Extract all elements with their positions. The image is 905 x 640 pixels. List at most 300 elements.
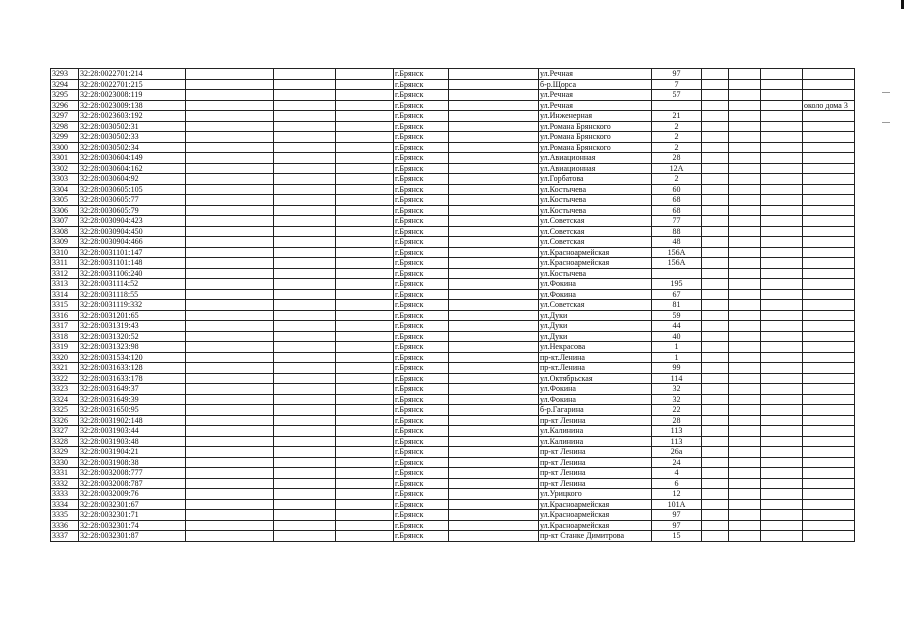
empty-cell xyxy=(186,457,274,468)
table-row xyxy=(51,163,855,174)
empty-cell xyxy=(761,69,803,80)
house-number-cell: 113 xyxy=(652,426,702,437)
cadastral-number: 32:28:0031903:48 xyxy=(79,436,186,447)
house-number-cell: 2 xyxy=(652,174,702,185)
empty-cell xyxy=(336,205,394,216)
street-cell: ул.Октябрьская xyxy=(539,373,652,384)
note-cell xyxy=(803,468,855,479)
row-number: 3313 xyxy=(51,279,79,290)
row-number: 3300 xyxy=(51,142,79,153)
city-cell: г.Брянск xyxy=(394,153,449,164)
street-cell: б-р.Гагарина xyxy=(539,405,652,416)
empty-cell xyxy=(449,342,539,353)
street-cell: ул.Красноармейская xyxy=(539,258,652,269)
empty-cell xyxy=(702,111,729,122)
cadastral-number: 32:28:0031633:178 xyxy=(79,373,186,384)
empty-cell xyxy=(274,132,336,143)
empty-cell xyxy=(336,457,394,468)
empty-cell xyxy=(274,489,336,500)
empty-cell xyxy=(761,226,803,237)
empty-cell xyxy=(761,258,803,269)
empty-cell xyxy=(186,205,274,216)
street-cell: ул.Советская xyxy=(539,216,652,227)
city-cell: г.Брянск xyxy=(394,111,449,122)
empty-cell xyxy=(702,237,729,248)
row-number: 3302 xyxy=(51,163,79,174)
cadastral-number: 32:28:0031904:21 xyxy=(79,447,186,458)
table-row xyxy=(51,100,855,111)
empty-cell xyxy=(702,478,729,489)
empty-cell xyxy=(761,121,803,132)
empty-cell xyxy=(729,342,761,353)
empty-cell xyxy=(449,153,539,164)
table-row xyxy=(51,279,855,290)
empty-cell xyxy=(761,184,803,195)
note-cell xyxy=(803,69,855,80)
house-number-cell: 156А xyxy=(652,258,702,269)
house-number-cell: 77 xyxy=(652,216,702,227)
empty-cell xyxy=(761,174,803,185)
city-cell: г.Брянск xyxy=(394,142,449,153)
empty-cell xyxy=(274,394,336,405)
street-cell: ул.Красноармейская xyxy=(539,499,652,510)
empty-cell xyxy=(449,132,539,143)
house-number-cell: 44 xyxy=(652,321,702,332)
empty-cell xyxy=(729,468,761,479)
note-cell xyxy=(803,300,855,311)
row-number: 3325 xyxy=(51,405,79,416)
empty-cell xyxy=(274,174,336,185)
street-cell: ул.Красноармейская xyxy=(539,520,652,531)
note-cell xyxy=(803,478,855,489)
empty-cell xyxy=(761,310,803,321)
street-cell: ул.Дуки xyxy=(539,321,652,332)
note-cell xyxy=(803,174,855,185)
street-cell: ул.Советская xyxy=(539,237,652,248)
house-number-cell: 12 xyxy=(652,489,702,500)
empty-cell xyxy=(702,426,729,437)
empty-cell xyxy=(274,258,336,269)
street-cell: ул.Речная xyxy=(539,90,652,101)
empty-cell xyxy=(186,510,274,521)
empty-cell xyxy=(729,394,761,405)
empty-cell xyxy=(729,478,761,489)
empty-cell xyxy=(336,342,394,353)
house-number-cell xyxy=(652,100,702,111)
empty-cell xyxy=(449,121,539,132)
empty-cell xyxy=(761,499,803,510)
row-number: 3321 xyxy=(51,363,79,374)
empty-cell xyxy=(186,258,274,269)
row-number: 3304 xyxy=(51,184,79,195)
empty-cell xyxy=(336,468,394,479)
row-number: 3296 xyxy=(51,100,79,111)
empty-cell xyxy=(274,195,336,206)
street-cell: ул.Инженерная xyxy=(539,111,652,122)
empty-cell xyxy=(449,457,539,468)
house-number-cell: 26а xyxy=(652,447,702,458)
street-cell: ул.Романа Брянского xyxy=(539,142,652,153)
street-cell: ул.Советская xyxy=(539,226,652,237)
cadastral-number: 32:28:0031649:37 xyxy=(79,384,186,395)
register-table-body xyxy=(51,69,855,542)
empty-cell xyxy=(449,163,539,174)
house-number-cell: 28 xyxy=(652,153,702,164)
empty-cell xyxy=(186,405,274,416)
row-number: 3310 xyxy=(51,247,79,258)
empty-cell xyxy=(729,132,761,143)
table-row xyxy=(51,394,855,405)
house-number-cell: 2 xyxy=(652,142,702,153)
empty-cell xyxy=(336,436,394,447)
empty-cell xyxy=(761,436,803,447)
empty-cell xyxy=(186,174,274,185)
table-row xyxy=(51,237,855,248)
table-row xyxy=(51,436,855,447)
empty-cell xyxy=(761,510,803,521)
empty-cell xyxy=(729,79,761,90)
empty-cell xyxy=(336,111,394,122)
empty-cell xyxy=(729,268,761,279)
cadastral-number: 32:28:0030605:77 xyxy=(79,195,186,206)
cadastral-number: 32:28:0031114:52 xyxy=(79,279,186,290)
empty-cell xyxy=(274,100,336,111)
note-cell xyxy=(803,310,855,321)
empty-cell xyxy=(702,153,729,164)
empty-cell xyxy=(729,153,761,164)
empty-cell xyxy=(274,436,336,447)
city-cell: г.Брянск xyxy=(394,331,449,342)
empty-cell xyxy=(702,342,729,353)
row-number: 3298 xyxy=(51,121,79,132)
empty-cell xyxy=(274,247,336,258)
street-cell: ул.Речная xyxy=(539,100,652,111)
empty-cell xyxy=(186,195,274,206)
table-row xyxy=(51,310,855,321)
empty-cell xyxy=(761,489,803,500)
cadastral-number: 32:28:0031119:332 xyxy=(79,300,186,311)
city-cell: г.Брянск xyxy=(394,520,449,531)
city-cell: г.Брянск xyxy=(394,384,449,395)
empty-cell xyxy=(336,268,394,279)
row-number: 3336 xyxy=(51,520,79,531)
cadastral-number: 32:28:0030604:149 xyxy=(79,153,186,164)
city-cell: г.Брянск xyxy=(394,426,449,437)
note-cell xyxy=(803,342,855,353)
empty-cell xyxy=(274,111,336,122)
empty-cell xyxy=(274,415,336,426)
empty-cell xyxy=(186,100,274,111)
cadastral-number: 32:28:0031650:95 xyxy=(79,405,186,416)
empty-cell xyxy=(336,184,394,195)
street-cell: пр-кт.Ленина xyxy=(539,363,652,374)
row-number: 3334 xyxy=(51,499,79,510)
empty-cell xyxy=(186,436,274,447)
note-cell xyxy=(803,457,855,468)
cadastral-number: 32:28:0030604:162 xyxy=(79,163,186,174)
empty-cell xyxy=(274,373,336,384)
empty-cell xyxy=(729,111,761,122)
table-row xyxy=(51,331,855,342)
empty-cell xyxy=(449,142,539,153)
empty-cell xyxy=(449,331,539,342)
empty-cell xyxy=(702,289,729,300)
empty-cell xyxy=(186,363,274,374)
empty-cell xyxy=(274,289,336,300)
row-number: 3305 xyxy=(51,195,79,206)
city-cell: г.Брянск xyxy=(394,237,449,248)
note-cell xyxy=(803,132,855,143)
note-cell xyxy=(803,184,855,195)
city-cell: г.Брянск xyxy=(394,174,449,185)
empty-cell xyxy=(729,226,761,237)
empty-cell xyxy=(186,321,274,332)
empty-cell xyxy=(186,447,274,458)
empty-cell xyxy=(729,184,761,195)
empty-cell xyxy=(336,321,394,332)
cadastral-number: 32:28:0031101:148 xyxy=(79,258,186,269)
empty-cell xyxy=(761,520,803,531)
empty-cell xyxy=(761,79,803,90)
row-number: 3319 xyxy=(51,342,79,353)
empty-cell xyxy=(729,373,761,384)
house-number-cell: 99 xyxy=(652,363,702,374)
note-cell xyxy=(803,331,855,342)
cadastral-number: 32:28:0031118:55 xyxy=(79,289,186,300)
empty-cell xyxy=(274,268,336,279)
table-row xyxy=(51,447,855,458)
empty-cell xyxy=(761,237,803,248)
empty-cell xyxy=(761,478,803,489)
empty-cell xyxy=(186,216,274,227)
note-cell xyxy=(803,205,855,216)
empty-cell xyxy=(702,510,729,521)
street-cell: ул.Романа Брянского xyxy=(539,121,652,132)
house-number-cell: 32 xyxy=(652,384,702,395)
empty-cell xyxy=(274,153,336,164)
cadastral-number: 32:28:0031106:240 xyxy=(79,268,186,279)
empty-cell xyxy=(274,69,336,80)
note-cell xyxy=(803,321,855,332)
house-number-cell: 21 xyxy=(652,111,702,122)
empty-cell xyxy=(702,520,729,531)
empty-cell xyxy=(186,226,274,237)
row-number: 3294 xyxy=(51,79,79,90)
empty-cell xyxy=(761,342,803,353)
house-number-cell: 2 xyxy=(652,132,702,143)
note-cell xyxy=(803,394,855,405)
empty-cell xyxy=(274,79,336,90)
empty-cell xyxy=(761,100,803,111)
empty-cell xyxy=(186,415,274,426)
city-cell: г.Брянск xyxy=(394,195,449,206)
empty-cell xyxy=(186,384,274,395)
house-number-cell: 22 xyxy=(652,405,702,416)
empty-cell xyxy=(702,531,729,542)
empty-cell xyxy=(702,226,729,237)
empty-cell xyxy=(274,184,336,195)
empty-cell xyxy=(761,373,803,384)
empty-cell xyxy=(702,310,729,321)
empty-cell xyxy=(729,100,761,111)
empty-cell xyxy=(186,184,274,195)
empty-cell xyxy=(729,426,761,437)
empty-cell xyxy=(336,153,394,164)
empty-cell xyxy=(761,352,803,363)
empty-cell xyxy=(761,132,803,143)
house-number-cell: 97 xyxy=(652,510,702,521)
note-cell xyxy=(803,153,855,164)
empty-cell xyxy=(702,489,729,500)
empty-cell xyxy=(702,279,729,290)
street-cell: ул.Дуки xyxy=(539,310,652,321)
note-cell xyxy=(803,405,855,416)
empty-cell xyxy=(449,489,539,500)
house-number-cell: 6 xyxy=(652,478,702,489)
table-row xyxy=(51,531,855,542)
row-number: 3299 xyxy=(51,132,79,143)
empty-cell xyxy=(729,121,761,132)
table-row xyxy=(51,153,855,164)
city-cell: г.Брянск xyxy=(394,468,449,479)
empty-cell xyxy=(186,300,274,311)
empty-cell xyxy=(729,352,761,363)
empty-cell xyxy=(274,321,336,332)
city-cell: г.Брянск xyxy=(394,499,449,510)
house-number-cell: 32 xyxy=(652,394,702,405)
house-number-cell: 7 xyxy=(652,79,702,90)
empty-cell xyxy=(729,247,761,258)
empty-cell xyxy=(336,258,394,269)
empty-cell xyxy=(761,142,803,153)
street-cell: пр-кт Станке Димитрова xyxy=(539,531,652,542)
row-number: 3328 xyxy=(51,436,79,447)
empty-cell xyxy=(729,363,761,374)
note-cell xyxy=(803,436,855,447)
note-cell xyxy=(803,237,855,248)
row-number: 3327 xyxy=(51,426,79,437)
row-number: 3306 xyxy=(51,205,79,216)
cadastral-number: 32:28:0031323:98 xyxy=(79,342,186,353)
empty-cell xyxy=(702,415,729,426)
empty-cell xyxy=(336,415,394,426)
cadastral-number: 32:28:0030904:466 xyxy=(79,237,186,248)
empty-cell xyxy=(761,163,803,174)
empty-cell xyxy=(761,289,803,300)
city-cell: г.Брянск xyxy=(394,531,449,542)
empty-cell xyxy=(761,300,803,311)
empty-cell xyxy=(449,300,539,311)
cadastral-number: 32:28:0031201:65 xyxy=(79,310,186,321)
city-cell: г.Брянск xyxy=(394,289,449,300)
house-number-cell: 81 xyxy=(652,300,702,311)
empty-cell xyxy=(186,142,274,153)
street-cell: ул.Горбатова xyxy=(539,174,652,185)
empty-cell xyxy=(729,457,761,468)
table-row xyxy=(51,415,855,426)
empty-cell xyxy=(449,79,539,90)
empty-cell xyxy=(729,499,761,510)
note-cell xyxy=(803,195,855,206)
table-row xyxy=(51,174,855,185)
table-row xyxy=(51,142,855,153)
table-row xyxy=(51,426,855,437)
street-cell: пр-кт.Ленина xyxy=(539,352,652,363)
empty-cell xyxy=(186,499,274,510)
city-cell: г.Брянск xyxy=(394,489,449,500)
empty-cell xyxy=(186,90,274,101)
empty-cell xyxy=(274,163,336,174)
empty-cell xyxy=(336,331,394,342)
street-cell: ул.Речная xyxy=(539,69,652,80)
empty-cell xyxy=(761,405,803,416)
table-row xyxy=(51,195,855,206)
empty-cell xyxy=(449,90,539,101)
street-cell: пр-кт Ленина xyxy=(539,457,652,468)
empty-cell xyxy=(336,300,394,311)
empty-cell xyxy=(274,300,336,311)
empty-cell xyxy=(702,457,729,468)
row-number: 3332 xyxy=(51,478,79,489)
cadastral-number: 32:28:0023009:138 xyxy=(79,100,186,111)
empty-cell xyxy=(702,184,729,195)
cadastral-number: 32:28:0030502:31 xyxy=(79,121,186,132)
note-cell xyxy=(803,415,855,426)
note-cell xyxy=(803,226,855,237)
city-cell: г.Брянск xyxy=(394,342,449,353)
empty-cell xyxy=(186,426,274,437)
empty-cell xyxy=(186,153,274,164)
scan-edge-mark xyxy=(882,92,890,93)
empty-cell xyxy=(702,163,729,174)
house-number-cell: 101А xyxy=(652,499,702,510)
table-row xyxy=(51,520,855,531)
empty-cell xyxy=(336,352,394,363)
cadastral-number: 32:28:0032301:71 xyxy=(79,510,186,521)
empty-cell xyxy=(274,363,336,374)
empty-cell xyxy=(761,153,803,164)
cadastral-number: 32:28:0031649:39 xyxy=(79,394,186,405)
empty-cell xyxy=(186,331,274,342)
house-number-cell: 156А xyxy=(652,247,702,258)
city-cell: г.Брянск xyxy=(394,205,449,216)
empty-cell xyxy=(761,331,803,342)
empty-cell xyxy=(702,268,729,279)
street-cell: пр-кт Ленина xyxy=(539,468,652,479)
row-number: 3301 xyxy=(51,153,79,164)
street-cell: ул.Авиационная xyxy=(539,153,652,164)
empty-cell xyxy=(449,268,539,279)
table-row xyxy=(51,468,855,479)
empty-cell xyxy=(274,520,336,531)
empty-cell xyxy=(449,447,539,458)
empty-cell xyxy=(702,394,729,405)
empty-cell xyxy=(336,394,394,405)
empty-cell xyxy=(449,468,539,479)
note-cell xyxy=(803,142,855,153)
note-cell xyxy=(803,163,855,174)
empty-cell xyxy=(186,520,274,531)
empty-cell xyxy=(186,468,274,479)
row-number: 3322 xyxy=(51,373,79,384)
city-cell: г.Брянск xyxy=(394,121,449,132)
empty-cell xyxy=(449,184,539,195)
note-cell xyxy=(803,121,855,132)
empty-cell xyxy=(449,226,539,237)
empty-cell xyxy=(274,237,336,248)
row-number: 3316 xyxy=(51,310,79,321)
empty-cell xyxy=(336,489,394,500)
